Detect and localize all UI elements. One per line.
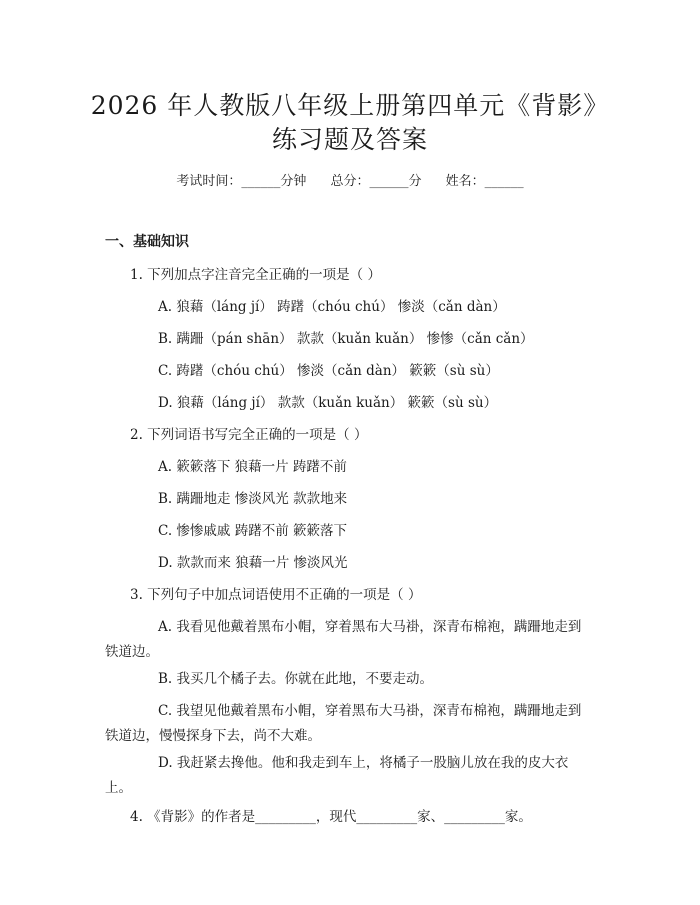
- q3-option-a-cont: 铁道边。: [105, 644, 159, 660]
- document-title: 2026 年人教版八年级上册第四单元《背影》: [90, 91, 610, 120]
- q1-option-d: D. 狼藉（láng jí） 款款（kuǎn kuǎn） 簌簌（sù sù）: [158, 395, 498, 411]
- q2-option-a: A. 簌簌落下 狼藉一片 踌躇不前: [158, 459, 347, 475]
- question-2: 2. 下列词语书写完全正确的一项是（ ）: [130, 427, 368, 443]
- q2-option-c: C. 惨惨戚戚 踌躇不前 簌簌落下: [158, 523, 348, 539]
- q1-option-a: A. 狼藉（láng jí） 踌躇（chóu chú） 惨淡（cǎn dàn）: [158, 299, 506, 315]
- q1-option-b: B. 蹒跚（pán shān） 款款（kuǎn kuǎn） 惨惨（cǎn cǎn）: [158, 331, 534, 347]
- q3-option-d: D. 我赶紧去搀他。他和我走到车上，将橘子一股脑儿放在我的皮大衣: [158, 755, 569, 771]
- q2-option-d: D. 款款而来 狼藉一片 惨淡风光: [158, 555, 348, 571]
- question-1: 1. 下列加点字注音完全正确的一项是（ ）: [130, 267, 381, 283]
- exam-time: 考试时间：______分钟: [176, 174, 307, 189]
- section-heading: 一、基础知识: [105, 234, 189, 250]
- q3-option-d-cont: 上。: [105, 780, 132, 796]
- q2-option-b: B. 蹒跚地走 惨淡风光 款款地来: [158, 491, 348, 507]
- question-4: 4. 《背影》的作者是_________，现代_________家、_________家。: [130, 809, 532, 825]
- q3-option-a: A. 我看见他戴着黑布小帽，穿着黑布大马褂，深青布棉袍，蹒跚地走到: [158, 619, 582, 635]
- question-3: 3. 下列句子中加点词语使用不正确的一项是（ ）: [130, 587, 422, 603]
- exam-info: [0, 170, 700, 189]
- document-subtitle: 练习题及答案: [271, 125, 428, 154]
- student-name: 姓名：______: [445, 174, 524, 189]
- q1-option-c: C. 踌躇（chóu chú） 惨淡（cǎn dàn） 簌簌（sù sù）: [158, 363, 499, 379]
- q3-option-c-cont: 铁道边，慢慢探身下去，尚不大难。: [105, 728, 321, 744]
- q3-option-b: B. 我买几个橘子去。你就在此地，不要走动。: [158, 671, 434, 687]
- q3-option-c: C. 我望见他戴着黑布小帽，穿着黑布大马褂，深青布棉袍，蹒跚地走到: [158, 703, 582, 719]
- total-score: 总分：______分: [330, 174, 422, 189]
